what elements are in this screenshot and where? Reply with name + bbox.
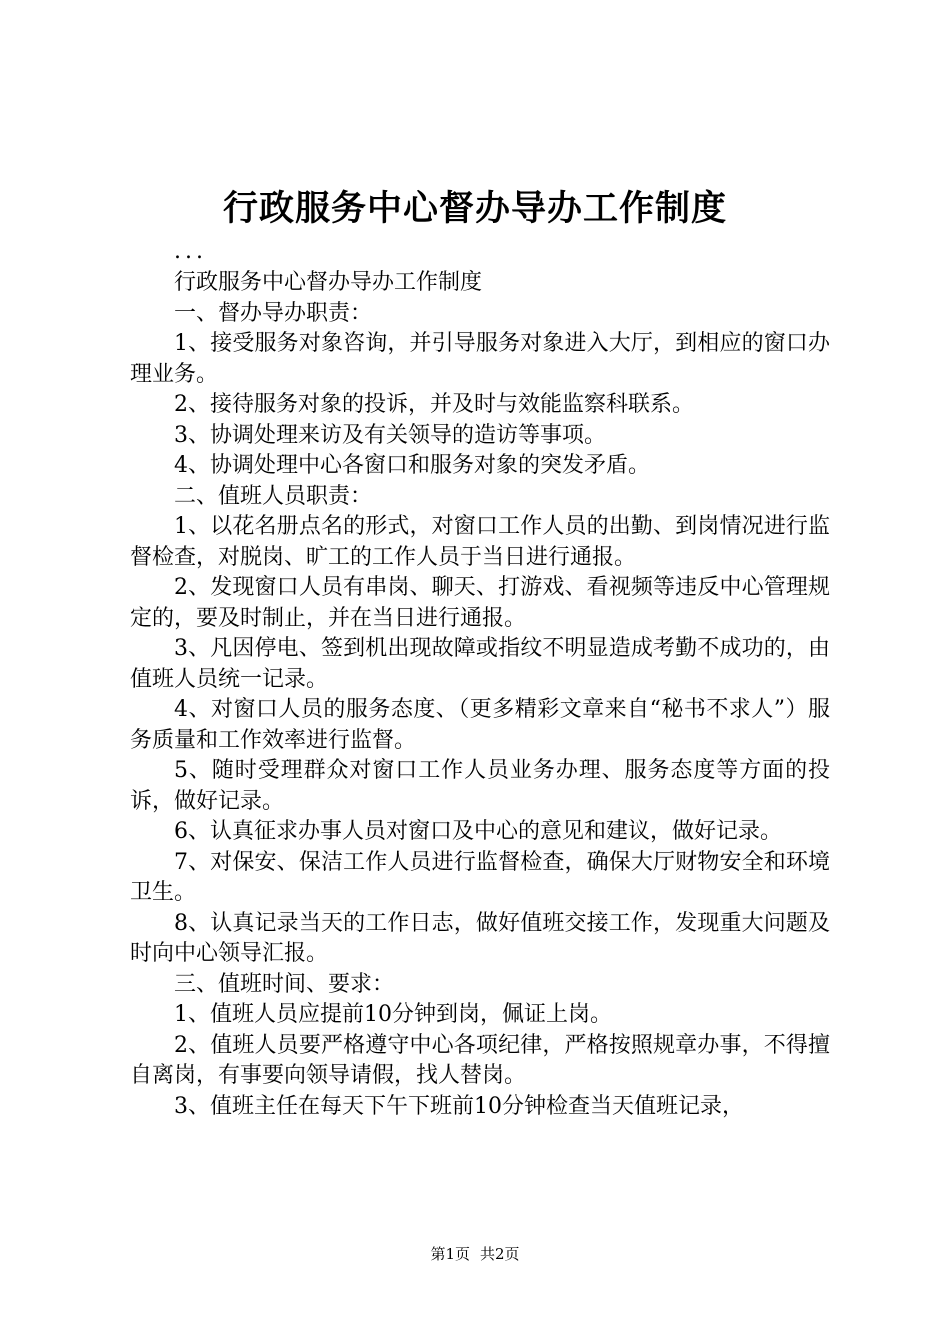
section-heading: 二、值班人员职责：: [174, 483, 373, 509]
section-heading: 三、值班时间、要求：: [174, 971, 395, 997]
paragraph: 2、接待服务对象的投诉，并及时与效能监察科联系。: [174, 392, 694, 417]
page-number-current: 第1页: [430, 1245, 470, 1263]
ellipsis-line: ...: [174, 239, 207, 264]
paragraph: 7、对保安、保洁工作人员进行监督检查，确保大厅财物安全和环境卫生。: [130, 849, 830, 905]
paragraph: 1、接受服务对象咨询，并引导服务对象进入大厅，到相应的窗口办理业务。: [130, 331, 830, 387]
paragraph: 1、以花名册点名的形式，对窗口工作人员的出勤、到岗情况进行监督检查，对脱岗、旷工的工作人员于当日进行通报。: [130, 514, 830, 570]
document-body: [130, 238, 830, 1122]
paragraph: 5、随时受理群众对窗口工作人员业务办理、服务态度等方面的投诉，做好记录。: [130, 758, 830, 814]
paragraph: 4、协调处理中心各窗口和服务对象的突发矛盾。: [174, 453, 650, 478]
page-number-total: 共2页: [480, 1245, 520, 1263]
paragraph: 3、值班主任在每天下午下班前10分钟检查当天值班记录，: [174, 1093, 744, 1119]
paragraph: 3、协调处理来访及有关领导的造访等事项。: [174, 422, 606, 448]
paragraph-subtitle: 行政服务中心督办导办工作制度: [174, 270, 483, 295]
paragraph: 4、对窗口人员的服务态度、（更多精彩文章来自“秘书不求人”）服务质量和工作效率进行监督。: [130, 697, 830, 753]
document-title: 行政服务中心督办导办工作制度: [222, 188, 727, 229]
paragraph: 3、凡因停电、签到机出现故障或指纹不明显造成考勤不成功的，由值班人员统一记录。: [130, 636, 830, 692]
paragraph: 6、认真征求办事人员对窗口及中心的意见和建议，做好记录。: [174, 819, 782, 844]
paragraph: 2、发现窗口人员有串岗、聊天、打游戏、看视频等违反中心管理规定的，要及时制止，并在当日进行通报。: [130, 575, 830, 631]
paragraph: 1、值班人员应提前10分钟到岗，佩证上岗。: [174, 1002, 612, 1027]
paragraph: 2、值班人员要严格遵守中心各项纪律，严格按照规章办事，不得擅自离岗，有事要向领导请假，找人替岗。: [130, 1032, 830, 1088]
page-footer: [0, 1243, 950, 1265]
paragraph: 8、认真记录当天的工作日志，做好值班交接工作，发现重大问题及时向中心领导汇报。: [130, 910, 830, 966]
section-heading: 一、督办导办职责：: [174, 300, 373, 326]
